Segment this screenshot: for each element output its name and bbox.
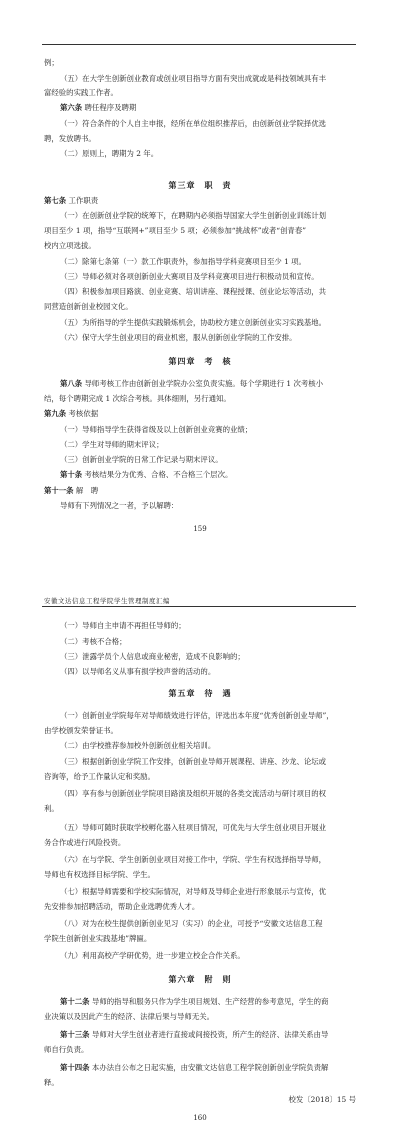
chapter-heading: 第六章 附 则 bbox=[168, 974, 232, 984]
line-text: 导师的指导和服务只作为学生项目规划、生产经营的参考意见，学生的商 bbox=[89, 997, 329, 1006]
text-line bbox=[44, 804, 360, 814]
line-text: （三）创新创业学院的日常工作记录与期末评议。 bbox=[60, 455, 223, 464]
text-line bbox=[44, 134, 360, 144]
line-text: 务合作或进行风险投资。 bbox=[44, 838, 126, 847]
text-line bbox=[60, 74, 360, 84]
line-text: 导师对大学生创业者进行直接或间接投资，所产生的经济、法律关系由导 bbox=[89, 1030, 329, 1039]
line-text: （三）根据创新创业学院工作安排，创新创业导师开展课程、讲座、沙龙、论坛或 bbox=[60, 757, 327, 766]
line-text: （五）导师可随时获取学校孵化器入驻项目情况，可优先与大学生创业项目开展业 bbox=[60, 823, 327, 832]
text-line bbox=[44, 772, 360, 782]
chapter-heading: 第三章 职 责 bbox=[168, 180, 232, 190]
line-text: （一）导师指导学生获得省级及以上创新创业竞赛的业绩； bbox=[60, 425, 253, 434]
line-text: 本办法自公布之日起实施，由安徽文达信息工程学院创新创业学院负责解 bbox=[89, 1063, 329, 1072]
line-text: （三）泄露学员个人信息或商业秘密，造成不良影响的； bbox=[60, 652, 245, 661]
line-text: 师自行负责。 bbox=[44, 1045, 89, 1054]
line-text: （二）考核不合格； bbox=[60, 637, 127, 646]
line-text: （八）对为在校生提供创新创业见习（实习）的企业，可授予“安徽文达信息工程 bbox=[60, 919, 323, 928]
line-text: （三）导师必须对各项创新创业大赛项目及学科竞赛项目进行积极动员和宣传。 bbox=[60, 272, 319, 281]
line-text: 导师考核工作由创新创业学院办公室负责实施。每个学期进行 1 次考核小 bbox=[82, 379, 324, 388]
article-number: 第十一条 bbox=[44, 486, 74, 495]
line-text: 由学校颁发荣誉证书。 bbox=[44, 726, 118, 735]
article-number: 第十三条 bbox=[60, 1030, 90, 1039]
text-line bbox=[60, 425, 360, 435]
line-text: （五）为所指导的学生提供实践锻炼机会，协助校方建立创新创业实习实践基地。 bbox=[60, 318, 327, 327]
line-text: （二）由学校推荐参加校外创新创业相关培训。 bbox=[60, 741, 216, 750]
text-line bbox=[60, 823, 360, 833]
text-line bbox=[60, 757, 360, 767]
line-text: （一）创新创业学院每年对导师绩效进行评估，评选出本年度“优秀创新创业导师”， bbox=[60, 711, 334, 720]
article-line bbox=[60, 1063, 360, 1073]
line-text: 先安排参加招聘活动，帮助企业选聘优秀人才。 bbox=[44, 902, 200, 911]
text-line bbox=[44, 1012, 360, 1022]
text-line bbox=[60, 711, 360, 721]
text-line bbox=[44, 226, 360, 236]
text-line bbox=[60, 119, 360, 129]
text-line bbox=[60, 501, 360, 511]
text-line bbox=[60, 652, 360, 662]
line-text: （九）利用高校产学研优势，进一步建立校企合作关系。 bbox=[60, 951, 245, 960]
text-line bbox=[44, 241, 360, 251]
text-line bbox=[44, 870, 360, 880]
text-line bbox=[60, 318, 360, 328]
article-number: 第八条 bbox=[60, 379, 83, 388]
text-line bbox=[60, 440, 360, 450]
line-text: （四）积极参加项目路演、创业竞赛、培训讲座、课程授课、创业论坛等活动，共 bbox=[60, 287, 327, 296]
text-line bbox=[44, 902, 360, 912]
article-number: 第六条 bbox=[60, 103, 83, 112]
text-line bbox=[44, 88, 360, 98]
running-header: 安徽文达信息工程学院学生管理制度汇编 bbox=[44, 597, 170, 605]
text-line bbox=[60, 333, 360, 343]
article-number: 第十条 bbox=[60, 470, 83, 479]
article-line bbox=[60, 1030, 360, 1040]
chapter-heading: 第五章 待 遇 bbox=[168, 688, 232, 698]
text-line bbox=[60, 887, 360, 897]
line-text: 工作职责 bbox=[66, 196, 99, 205]
text-line bbox=[44, 934, 360, 944]
line-text: （四）以导师名义从事有损学校声誉的活动的。 bbox=[60, 667, 216, 676]
line-text: 富经验的实践工作者。 bbox=[44, 88, 118, 97]
text-line bbox=[44, 58, 360, 68]
article-line bbox=[60, 379, 360, 389]
line-text: （五）在大学生创新创业教育或创业项目指导方面有突出成就或是科技领域具有丰 bbox=[60, 74, 327, 83]
article-line bbox=[60, 103, 360, 113]
text-line bbox=[60, 149, 360, 159]
text-line bbox=[60, 789, 360, 799]
text-line bbox=[60, 211, 360, 221]
line-text: 聘，发放聘书。 bbox=[44, 134, 96, 143]
text-line bbox=[60, 951, 360, 961]
text-line bbox=[44, 394, 360, 404]
text-line bbox=[60, 919, 360, 929]
top-rule bbox=[42, 44, 356, 45]
text-line bbox=[60, 741, 360, 751]
text-line bbox=[60, 855, 360, 865]
article-line bbox=[60, 997, 360, 1007]
page-number: 159 bbox=[193, 525, 207, 533]
document-number: 校发〔2018〕15 号 bbox=[288, 1095, 356, 1104]
text-line bbox=[60, 272, 360, 282]
text-line bbox=[60, 455, 360, 465]
header-rule bbox=[42, 606, 356, 607]
text-line bbox=[60, 667, 360, 677]
line-text: 利。 bbox=[44, 804, 59, 813]
article-line bbox=[60, 470, 360, 480]
text-line bbox=[60, 257, 360, 267]
text-line bbox=[60, 637, 360, 647]
line-text: （七）根据导师需要和学校实际情况，对导师及导师企业进行形象展示与宣传，优 bbox=[60, 887, 327, 896]
article-line bbox=[44, 196, 360, 206]
chapter-heading: 第四章 考 核 bbox=[168, 356, 232, 366]
line-text: 导师有下列情况之一者，予以解聘： bbox=[60, 501, 179, 510]
text-line bbox=[60, 287, 360, 297]
line-text: （二）除第七条第（一）款工作职责外，参加指导学科竞赛项目至少 1 项。 bbox=[60, 257, 306, 266]
line-text: 例； bbox=[44, 58, 59, 67]
article-number: 第十四条 bbox=[60, 1063, 90, 1072]
line-text: （四）享有参与创新创业学院项目路演及组织开展的各类交流活动与研讨项目的权 bbox=[60, 789, 327, 798]
article-line bbox=[44, 486, 360, 496]
line-text: （二）学生对导师的期末评议； bbox=[60, 440, 164, 449]
line-text: （二）原则上，聘期为 2 年。 bbox=[60, 149, 159, 158]
line-text: 项目至少 1 项，指导“互联网+”项目至少 5 项；必须参加“挑战杯”或者“创青春” bbox=[44, 226, 306, 235]
line-text: 考核依据 bbox=[66, 409, 99, 418]
article-number: 第九条 bbox=[44, 409, 67, 418]
line-text: 咨询等，给予工作量认定和奖励。 bbox=[44, 772, 155, 781]
text-line bbox=[44, 1078, 360, 1088]
article-line bbox=[44, 409, 360, 419]
line-text: （一）导师自主申请不再担任导师的； bbox=[60, 621, 186, 630]
article-number: 第十二条 bbox=[60, 997, 90, 1006]
line-text: （六）在与学院、学生创新创业项目对接工作中，学院、学生有权选择指导导师， bbox=[60, 855, 327, 864]
article-number: 第七条 bbox=[44, 196, 67, 205]
line-text: 校内立项选拔。 bbox=[44, 241, 96, 250]
line-text: 业决策以及因此产生的经济、法律后果与导师无关。 bbox=[44, 1012, 214, 1021]
line-text: 结，每个聘期完成 1 次综合考核。具体细则，另行通知。 bbox=[44, 394, 231, 403]
page-number: 160 bbox=[193, 1114, 207, 1122]
text-line bbox=[44, 838, 360, 848]
line-text: （一）符合条件的个人自主申报，经所在单位组织推荐后，由创新创业学院择优选 bbox=[60, 119, 327, 128]
text-line bbox=[44, 726, 360, 736]
line-text: 学院生创新创业实践基地”牌匾。 bbox=[44, 934, 152, 943]
line-text: 同营造创新创业校园文化。 bbox=[44, 302, 133, 311]
line-text: （六）保守大学生创业项目的商业机密，服从创新创业学院的工作安排。 bbox=[60, 333, 297, 342]
line-text: （一）在创新创业学院的统筹下，在聘期内必须指导国家大学生创新创业训练计划 bbox=[60, 211, 327, 220]
line-text: 考核结果分为优秀、合格、不合格三个层次。 bbox=[82, 470, 233, 479]
line-text: 导师也有权选择目标学院、学生。 bbox=[44, 870, 155, 879]
text-line bbox=[60, 621, 360, 631]
text-line bbox=[44, 1045, 360, 1055]
line-text: 聘任程序及聘期 bbox=[82, 103, 137, 112]
text-line bbox=[44, 302, 360, 312]
line-text: 解 聘 bbox=[73, 486, 99, 495]
line-text: 释。 bbox=[44, 1078, 59, 1087]
